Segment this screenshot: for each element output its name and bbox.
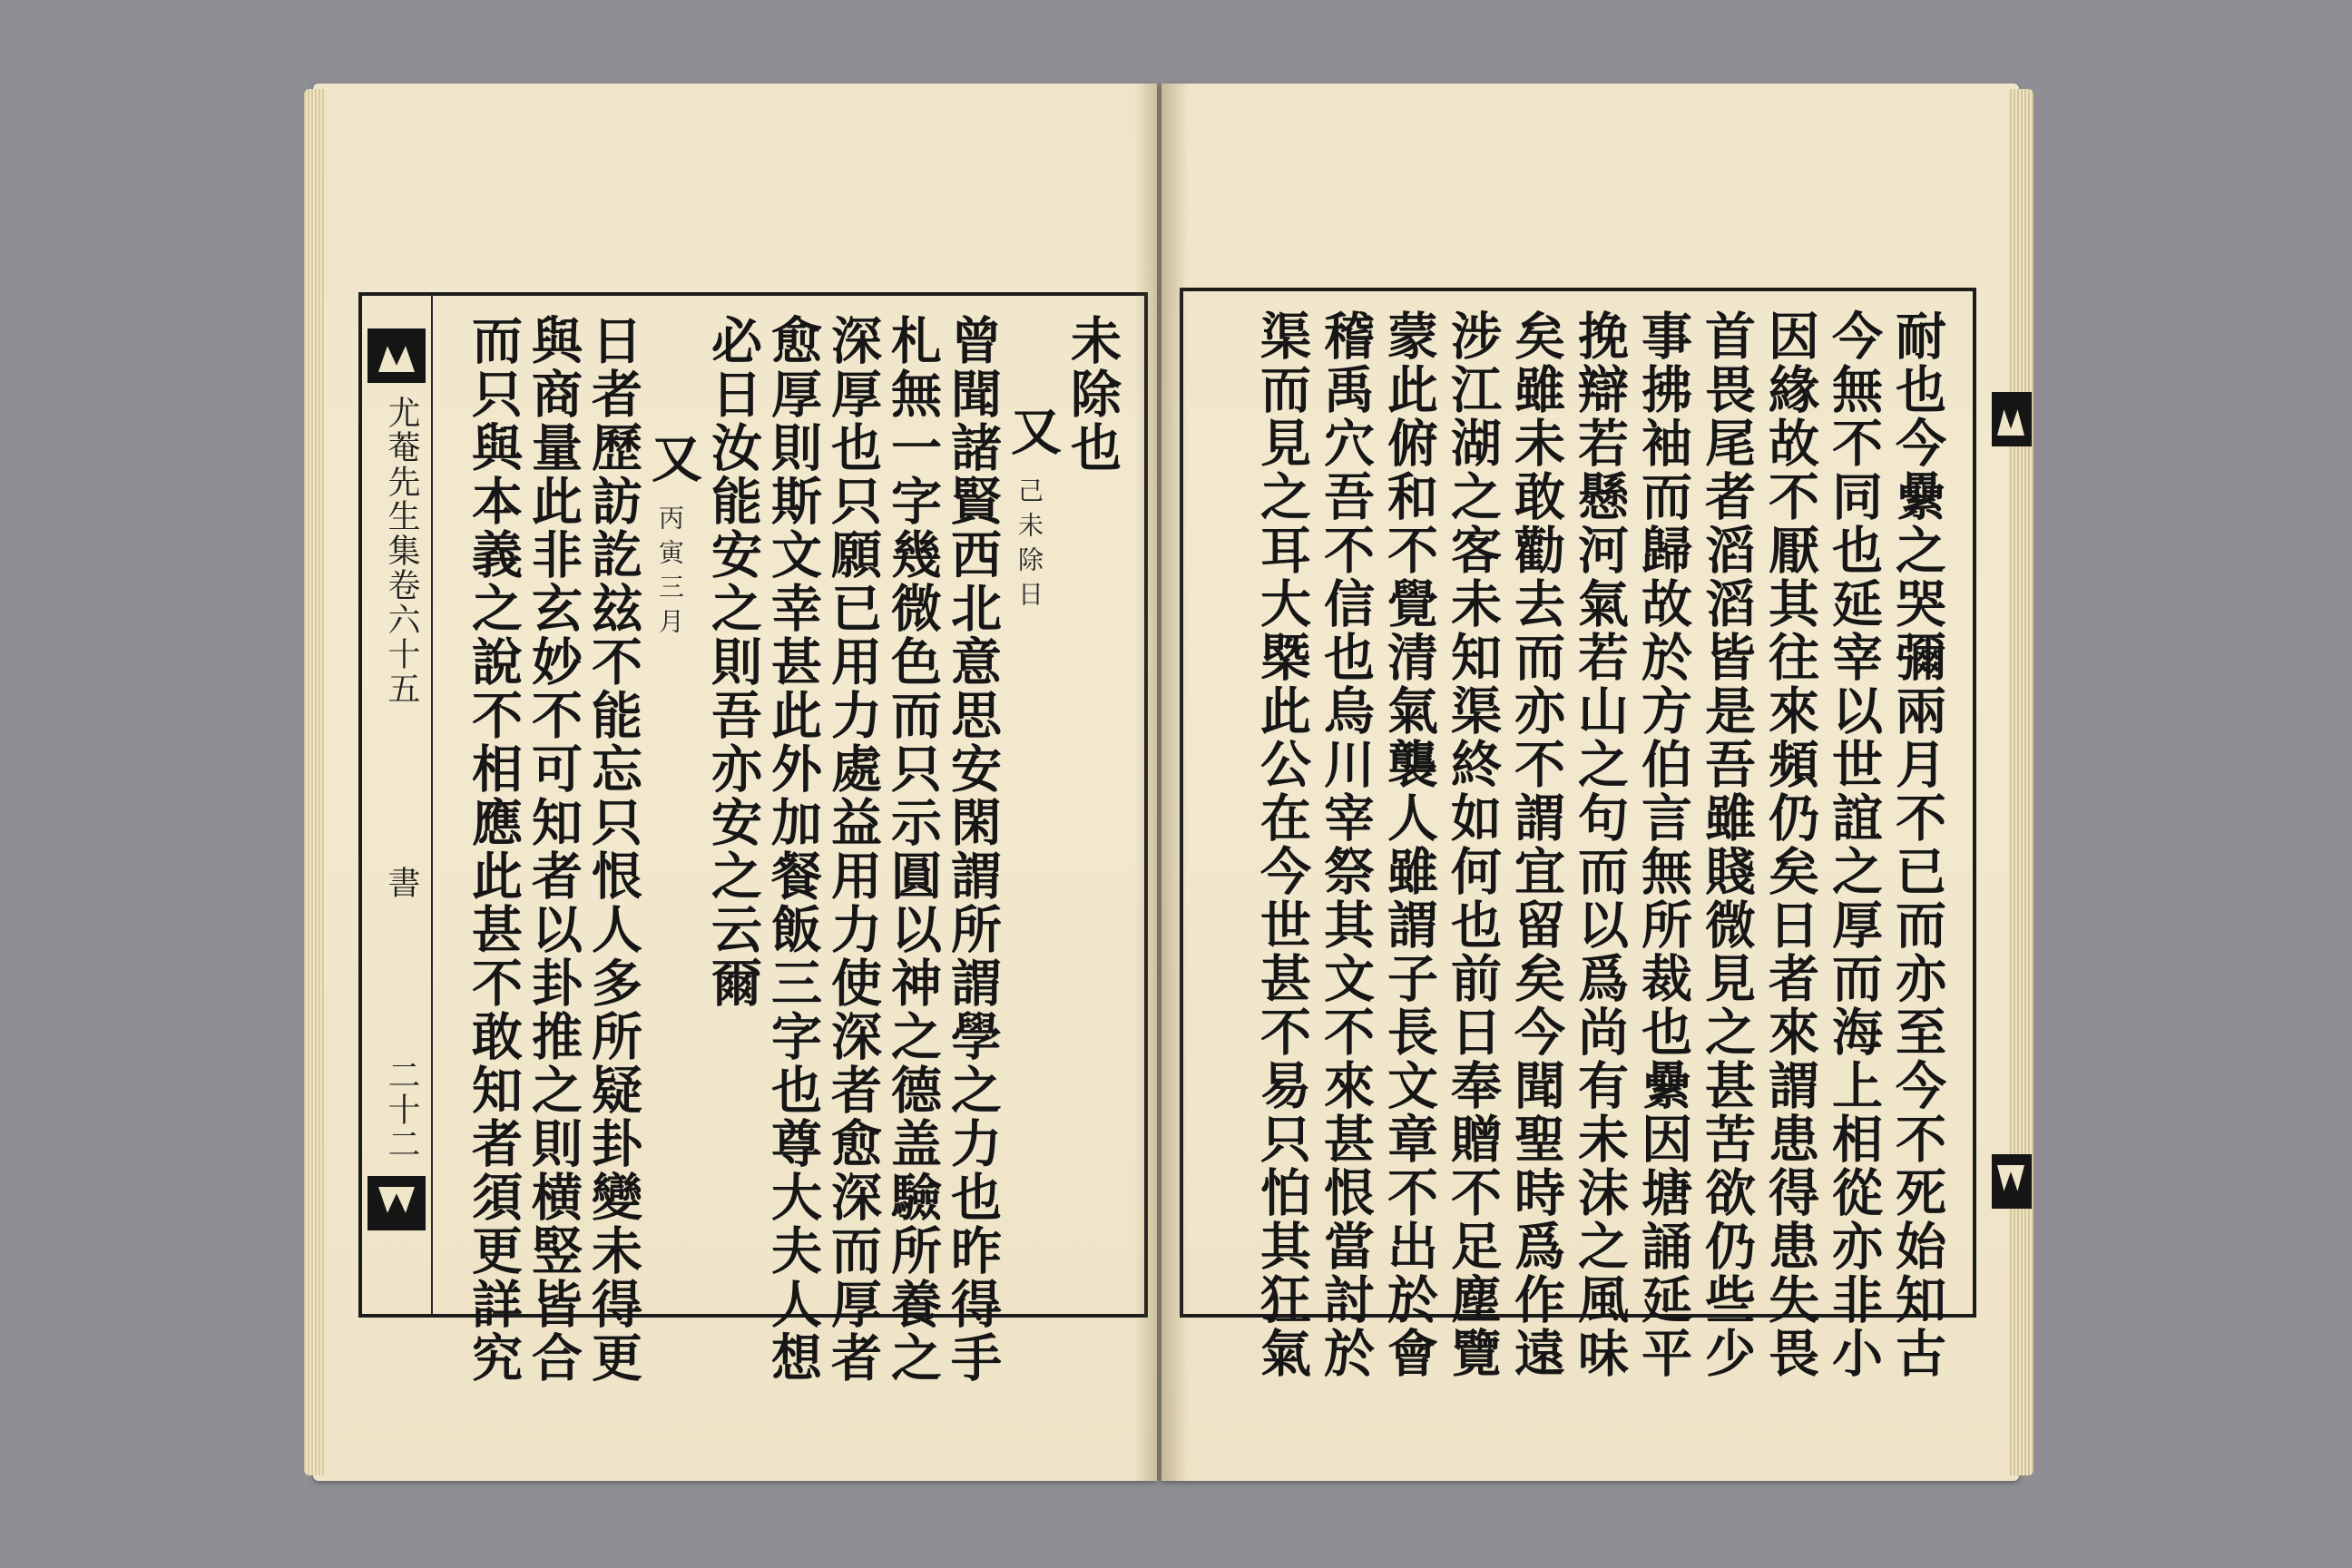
text-column: 耐也今纍之哭彌兩月不已而亦至今不死始知古	[1887, 309, 1947, 1380]
center-strip	[362, 296, 433, 1314]
left-page-edges	[304, 89, 324, 1475]
left-page-frame	[358, 292, 1148, 1385]
text-column: 今無不同也延宰以世誼之厚而海上相從亦非小	[1824, 309, 1884, 1380]
right-page-edges	[2008, 89, 2034, 1475]
section-label: 書	[383, 866, 420, 900]
text-column: 未除也	[1063, 314, 1122, 475]
text-column: 渠而見之耳大槩此公在今世甚不易只怕其狂氣	[1252, 309, 1312, 1380]
left-page	[313, 83, 1157, 1481]
text-column: 蒙此俯和不覺清氣襲人雖謂子長文章不出於會	[1379, 309, 1439, 1380]
open-book	[313, 83, 2019, 1481]
fishtail-mark-edge-top	[1992, 392, 2032, 446]
text-column: 因緣故不厭其往來頻仍矣日者來謂患得患失畏	[1760, 309, 1820, 1380]
text-column: 矣雖未敢勸去而亦不謂宜留矣今聞聖時爲作遠	[1506, 309, 1566, 1380]
text-column: 愈厚則斯文幸甚此外加餐飯三字也尊大夫人想	[763, 314, 823, 1385]
book-gutter	[1134, 83, 1189, 1481]
page-number-label: 二十二	[383, 1058, 420, 1161]
book-title-label: 尤菴先生集卷六十五	[383, 396, 420, 706]
text-column: 而只與本義之說不相應此甚不敢知者須更詳究	[464, 314, 524, 1385]
text-column: 又	[643, 432, 703, 485]
fishtail-mark-bottom	[368, 1176, 426, 1230]
text-column: 事拂袖而歸故於方伯言無所裁也纍因塘誦延平	[1633, 309, 1693, 1380]
text-column: 日者歷訪訖玆不能忘只恨人多所疑卦變未得更	[583, 314, 643, 1385]
text-column: 曾聞諸賢西北意思安閑謂所謂學之力也昨得手	[943, 314, 1003, 1385]
text-column-note: 己未除日	[1014, 477, 1044, 615]
text-column: 首畏尾者滔滔皆是吾雖賤微見之甚苦欲仍些少	[1697, 309, 1757, 1380]
text-column: 札無一字幾微色而只示圓以神之德盖驗所養之	[883, 314, 943, 1385]
text-column: 挽辯若懸河氣若山之句而以爲尚有未沫之風味	[1570, 309, 1630, 1380]
text-column: 必日汝能安之則吾亦安之云爾	[703, 314, 763, 1010]
fishtail-mark-top	[368, 328, 426, 383]
right-page-frame	[1180, 288, 1976, 1380]
fishtail-mark-edge-bottom	[1992, 1154, 2032, 1209]
text-column: 又	[1003, 405, 1063, 458]
text-column-note: 丙寅三月	[655, 505, 685, 642]
text-column: 與商量此非玄妙不可知者以卦推之則横竪皆合	[524, 314, 583, 1385]
text-column: 稽禹穴吾不信也烏川宰祭其文不來甚恨當討於	[1316, 309, 1376, 1380]
text-column: 涉江湖之客未知渠終如何也前日奉贈不足塵覽	[1443, 309, 1503, 1380]
text-column: 深厚也只願已用力處益用力使深者愈深而厚者	[823, 314, 883, 1385]
right-page	[1161, 83, 2019, 1481]
